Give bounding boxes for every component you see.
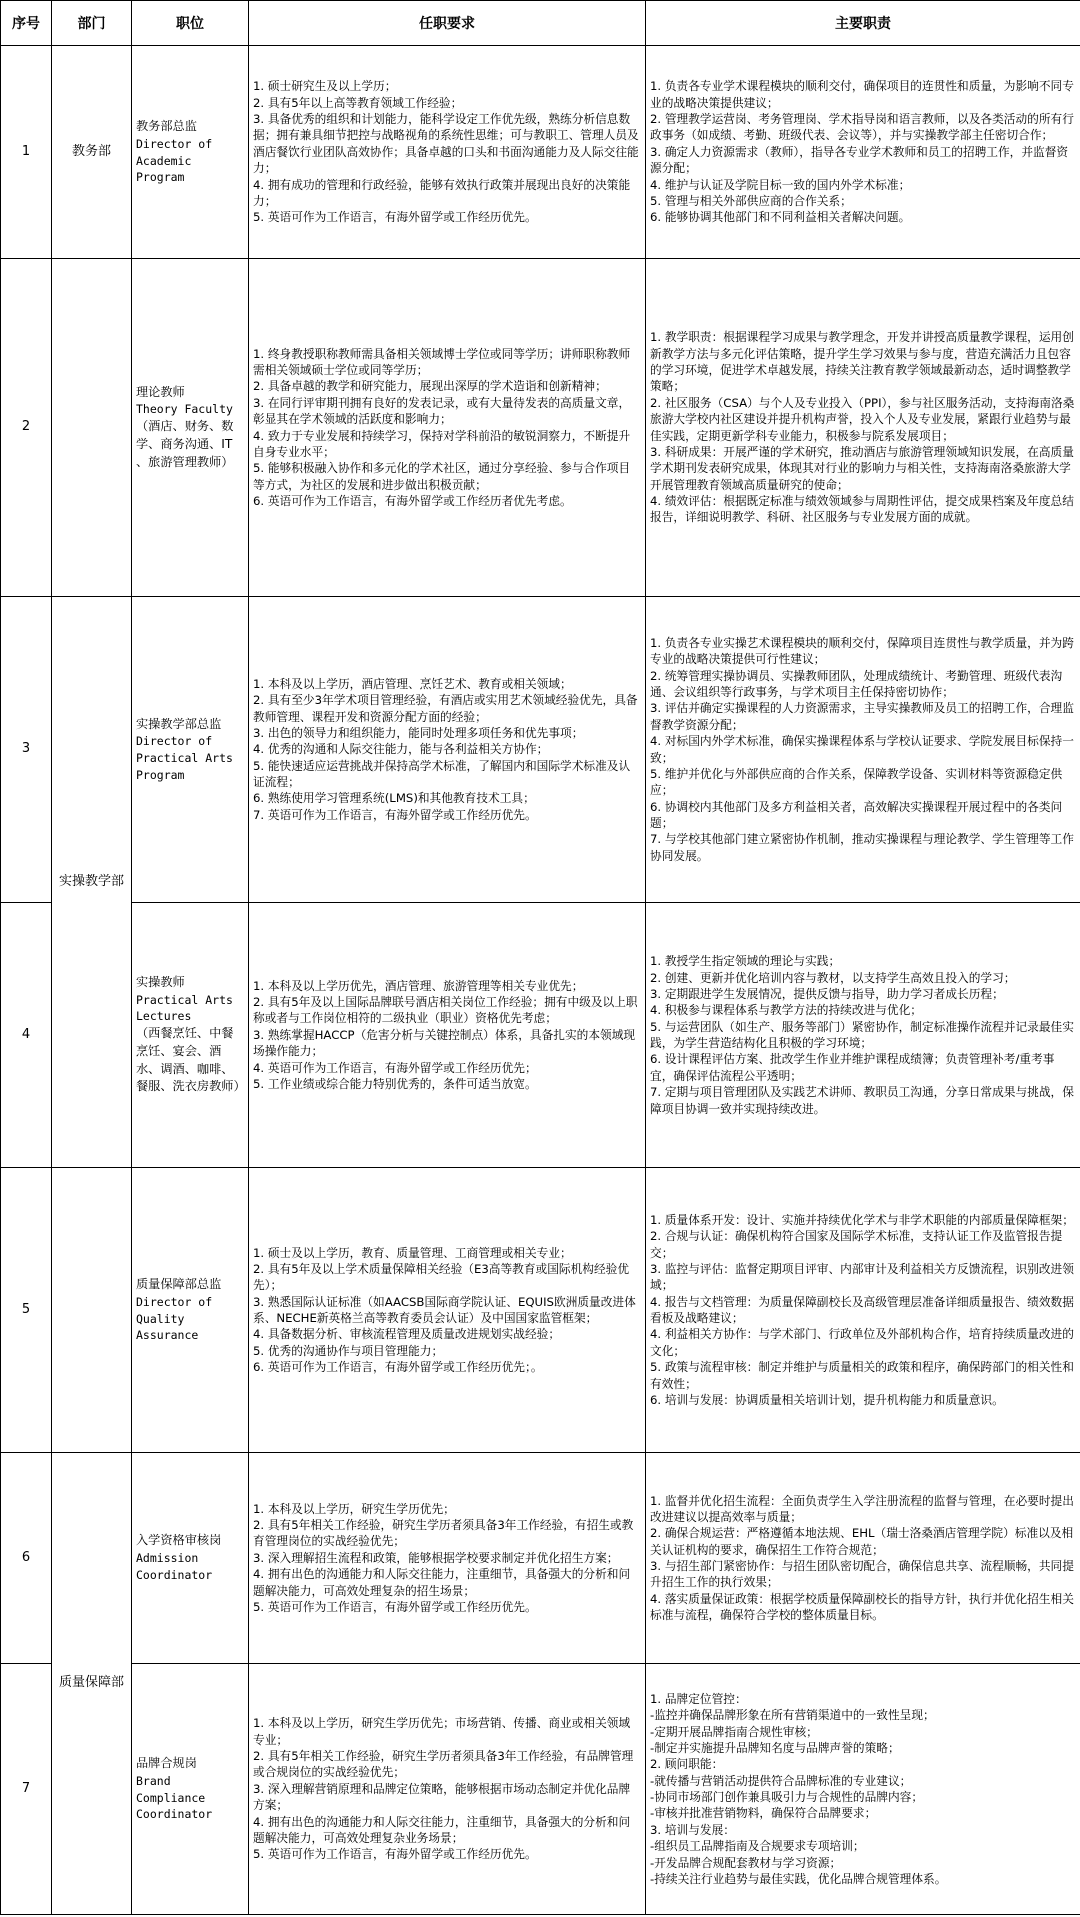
row-duties — [646, 1168, 1080, 1453]
list-item: 5. 能快速适应运营挑战并保持高学术标准，了解国内和国际学术标准及认证流程； — [253, 758, 631, 790]
row-department — [52, 259, 132, 597]
position-en: Brand Compliance Coordinator — [136, 1773, 213, 1822]
row-index: 4 — [1, 903, 52, 1168]
list-item: 1. 本科及以上学历，酒店管理、烹饪艺术、教育或相关领域； — [253, 676, 572, 691]
list-item: 7. 定期与项目管理团队及实践艺术讲师、教职员工沟通，分享日常成果与挑战，保障项目协调一致并实现持续改进。 — [650, 1085, 1074, 1116]
row-duties — [646, 259, 1080, 597]
row-duties — [646, 903, 1080, 1168]
position-en: Director of Academic Program — [136, 136, 213, 185]
list-item: 3. 深入理解招生流程和政策，能够根据学校要求制定并优化招生方案； — [253, 1550, 619, 1565]
position-cn: 入学资格审核岗 — [136, 1533, 222, 1548]
list-item: 1. 硕士研究生及以上学历； — [253, 79, 397, 94]
list-item: 6. 熟练使用学习管理系统(LMS)和其他教育技术工具； — [253, 791, 535, 806]
list-item: 1. 硕士及以上学历，教育、质量管理、工商管理或相关专业； — [253, 1245, 572, 1260]
list-item: 4. 致力于专业发展和持续学习，保持对学科前沿的敏锐洞察力，不断提升自身专业水平； — [253, 428, 631, 459]
row-requirements — [249, 1664, 646, 1915]
list-item: 2. 创建、更新并优化培训内容与教材，以支持学生高效且投入的学习； — [650, 970, 1016, 985]
row-department: 实操教学部 — [52, 597, 132, 1168]
position-en: Practical Arts Lectures — [136, 992, 233, 1024]
position-note: （西餐烹饪、中餐烹饪、宴会、酒水、调酒、咖啡、餐服、洗衣房教师） — [136, 1026, 246, 1094]
table-row — [1, 259, 1080, 597]
row-index: 6 — [1, 1453, 52, 1664]
list-item: 1. 终身教授职称教师需具备相关领域博士学位或同等学历；讲师职称教师需相关领域硕士学位或同等学历； — [253, 346, 631, 377]
list-item: 7. 与学校其他部门建立紧密协作机制，推动实操课程与理论教学、学生管理等工作协同发展。 — [650, 832, 1074, 863]
list-item: 2. 具有5年以上高等教育领域工作经验； — [253, 95, 463, 110]
list-item: 5. 工作业绩或综合能力特别优秀的，条件可适当放宽。 — [253, 1076, 537, 1091]
list-item: -组织员工品牌指南及合规要求专项培训； — [650, 1839, 865, 1854]
list-item: 3. 培训与发展： — [650, 1822, 735, 1837]
list-item: 2. 管理教学运营岗、考务管理岗、学术指导岗和语言教师，以及各类活动的所有行政事务（如成绩、考勤、班级代表、会议等），并与实操教学部主任密切合作； — [650, 112, 1074, 143]
row-position — [132, 1168, 249, 1453]
list-item: 3. 深入理解营销原理和品牌定位策略，能够根据市场动态制定并优化品牌方案； — [253, 1781, 631, 1813]
position-note: （酒店、财务、数学、商务沟通、IT 、旅游管理教师） — [136, 419, 234, 469]
list-item: 1. 负责各专业学术课程模块的顺利交付，确保项目的连贯性和质量，为影响不同专业的战略决策提供建议； — [650, 79, 1074, 110]
list-item: 3. 与招生部门紧密协作：与招生团队密切配合，确保信息共享、流程顺畅，共同提升招生工作的执行效果； — [650, 1559, 1074, 1590]
list-item: 4. 利益相关方协作：与学术部门、行政单位及外部机构合作，培育持续质量改进的文化； — [650, 1327, 1074, 1358]
list-item: -定期开展品牌指南合规性审核； — [650, 1724, 818, 1739]
list-item: 4. 优秀的沟通和人际交往能力，能与各利益相关方协作； — [253, 742, 549, 757]
row-department — [52, 1168, 132, 1453]
list-item: 5. 英语可作为工作语言，有海外留学或工作经历优先。 — [253, 1599, 537, 1614]
list-item: 1. 监督并优化招生流程：全面负责学生入学注册流程的监督与管理，在必要时提出改进建议以提高效率与质量； — [650, 1493, 1074, 1524]
list-item: 6. 协调校内其他部门及多方利益相关者，高效解决实操课程开展过程中的各类问题； — [650, 799, 1063, 830]
header-row — [1, 1, 1080, 46]
row-index: 2 — [1, 259, 52, 597]
list-item: 2. 具有5年相关工作经验，研究生学历者须具备3年工作经验，有品牌管理或合规岗位的实战经验优先； — [253, 1749, 634, 1780]
list-item: 1. 教授学生指定领域的理论与实践； — [650, 954, 841, 969]
table-row — [1, 1453, 1080, 1664]
row-position — [132, 903, 249, 1168]
list-item: 4. 拥有出色的沟通能力和人际交往能力，注重细节，具备强大的分析和问题解决能力，可高效处理复杂业务场景； — [253, 1814, 631, 1845]
row-index: 5 — [1, 1168, 52, 1453]
list-item: 3. 确定人力资源需求（教师），指导各专业学术教师和员工的招聘工作，并监督资源分配； — [650, 144, 1069, 176]
list-item: 4. 拥有成功的管理和行政经验，能够有效执行政策并展现出良好的决策能力； — [253, 177, 631, 208]
row-requirements — [249, 597, 646, 903]
list-item: 4. 对标国内外学术标准，确保实操课程体系与学校认证要求、学院发展目标保持一致； — [650, 734, 1074, 765]
row-index: 7 — [1, 1664, 52, 1915]
list-item: -持续关注行业趋势与最佳实践，优化品牌合规管理体系。 — [650, 1871, 947, 1886]
list-item: 6. 培训与发展：协调质量相关培训计划，提升机构能力和质量意识。 — [650, 1392, 1004, 1407]
list-item: -开发品牌合规配套教材与学习资源； — [650, 1855, 842, 1870]
list-item: 4. 具备数据分析、审核流程管理及质量改进规划实战经验； — [253, 1327, 561, 1342]
list-item: 2. 具备卓越的教学和研究能力，展现出深厚的学术造诣和创新精神； — [253, 379, 607, 394]
list-item: 3. 熟练掌握HACCP（危害分析与关键控制点）体系，具备扎实的本领域现场操作能力； — [253, 1027, 636, 1059]
header-department: 部门 — [52, 1, 132, 46]
position-cn: 品牌合规岗 — [136, 1756, 197, 1771]
position-cn: 理论教师 — [136, 384, 185, 399]
position-en: Admission Coordinator — [136, 1551, 213, 1582]
list-item: 1. 本科及以上学历，研究生学历优先； — [253, 1501, 455, 1516]
list-item: 5. 管理与相关外部供应商的合作关系； — [650, 193, 852, 208]
table-row — [1, 597, 1080, 903]
row-index: 1 — [1, 46, 52, 259]
list-item: 1. 教学职责：根据课程学习成果与教学理念，开发并讲授高质量教学课程，运用创新教学方法与多元化评估策略，提升学生学习效果与参与度，营造充满活力且包容的学习环境，促进学术卓越发展，持续关注教育教学领域最新动态，适时调整教学策略； — [650, 330, 1074, 394]
table-row — [1, 903, 1080, 1168]
list-item: 1. 本科及以上学历，研究生学历优先；市场营销、传播、商业或相关领域专业； — [253, 1716, 631, 1747]
table-row — [1, 1168, 1080, 1453]
row-position — [132, 1453, 249, 1664]
position-en: Theory Faculty — [136, 402, 233, 417]
list-item: 2. 具有5年相关工作经验，研究生学历者须具备3年工作经验，有招生或教育管理岗位的实战经验优先； — [253, 1518, 634, 1549]
list-item: 6. 英语可作为工作语言，有海外留学或工作经历者优先考虑。 — [253, 494, 572, 508]
row-requirements — [249, 46, 646, 259]
list-item: 1. 本科及以上学历优先，酒店管理、旅游管理等相关专业优先； — [253, 978, 584, 993]
list-item: 6. 能够协调其他部门和不同利益相关者解决问题。 — [650, 210, 911, 225]
row-duties — [646, 1453, 1080, 1664]
row-duties — [646, 597, 1080, 903]
position-en: Director of Quality Assurance — [136, 1294, 213, 1343]
list-item: 5. 能够积极融入协作和多元化的学术社区，通过分享经验、参与合作项目等方式，为社区的发展和进步做出积极贡献； — [253, 461, 631, 492]
list-item: 3. 具备优秀的组织和计划能力，能科学设定工作优先级，熟练分析信息数据；拥有兼具细节把控与战略视角的系统性思维；可与教职工、管理人员及酒店餐饮行业团队高效协作；具备卓越的口头和书面沟通能力及人际交往能力； — [253, 112, 639, 176]
list-item: 6. 设计课程评估方案、批改学生作业并维护课程成绩簿；负责管理补考/重考事宜，确保评估流程公平透明； — [650, 1052, 1055, 1083]
list-item: 2. 合规与认证：确保机构符合国家及国际学术标准，支持认证工作及监管报告提交； — [650, 1229, 1063, 1260]
list-item: 5. 政策与流程审核：制定并维护与质量相关的政策和程序，确保跨部门的相关性和有效性； — [650, 1360, 1074, 1391]
list-item: 2. 具有5年及以上国际品牌联号酒店相关岗位工作经验；拥有中级及以上职称或者与工作岗位相符的二级执业（职业）资格优先考虑； — [253, 995, 638, 1026]
table-row — [1, 46, 1080, 259]
list-item: 5. 与运营团队（如生产、服务等部门）紧密协作，制定标准操作流程并记录最佳实践，为学生营造结构化且积极的学习环境； — [650, 1019, 1074, 1050]
list-item: 5. 优秀的沟通协作与项目管理能力； — [253, 1343, 444, 1358]
list-item: -协同市场部门创作兼具吸引力与合规性的品牌内容； — [650, 1790, 924, 1804]
list-item: 7. 英语可作为工作语言，有海外留学或工作经历优先。 — [253, 807, 537, 822]
row-duties — [646, 1664, 1080, 1915]
position-cn: 实操教学部总监 — [136, 716, 222, 731]
header-position: 职位 — [132, 1, 249, 46]
list-item: 4. 英语可作为工作语言，有海外留学或工作经历优先； — [253, 1060, 537, 1075]
row-department: 教务部 — [52, 46, 132, 259]
list-item: 2. 具有5年及以上学术质量保障相关经验（E3高等教育或国际机构经验优先）； — [253, 1261, 630, 1293]
list-item: 4. 落实质量保证政策：根据学校质量保障副校长的指导方针，执行并优化招生相关标准与流程，确保符合学校的整体质量目标。 — [650, 1591, 1074, 1623]
list-item: 1. 负责各专业实操艺术课程模块的顺利交付，保障项目连贯性与教学质量，并为跨专业的战略决策提供可行性建议； — [650, 635, 1074, 667]
row-duties — [646, 46, 1080, 259]
row-index: 3 — [1, 597, 52, 903]
header-duties: 主要职责 — [646, 1, 1080, 46]
list-item: 3. 在同行评审期刊拥有良好的发表记录，或有大量待发表的高质量文章，彰显其在学术领域的活跃度和影响力； — [253, 395, 631, 427]
row-requirements — [249, 1453, 646, 1664]
list-item: 4. 维护与认证及学院目标一致的国内外学术标准； — [650, 177, 911, 192]
list-item: -就传播与营销活动提供符合品牌标准的专业建议； — [650, 1773, 912, 1788]
row-requirements — [249, 259, 646, 597]
row-position — [132, 1664, 249, 1915]
list-item: 3. 熟悉国际认证标准（如AACSB国际商学院认证、EQUIS欧洲质量改进体系、NECHE新英格兰高等教育委员会认证）及中国国家监管框架； — [253, 1294, 636, 1325]
row-position — [132, 597, 249, 903]
row-position — [132, 46, 249, 259]
row-department: 质量保障部 — [52, 1453, 132, 1915]
list-item: -制定并实施提升品牌知名度与品牌声誉的策略； — [650, 1740, 900, 1755]
list-item: 3. 科研成果：开展严谨的学术研究，推动酒店与旅游管理领域知识发展，在高质量学术期刊发表研究成果，体现其对行业的影响力与相关性，支持海南洛桑旅游大学开展管理教育领域高质量研究的使命； — [650, 444, 1074, 492]
list-item: 4. 拥有出色的沟通能力和人际交往能力，注重细节，具备强大的分析和问题解决能力，可高效处理复杂的招生场景； — [253, 1567, 631, 1598]
list-item: 4. 报告与文档管理：为质量保障副校长及高级管理层准备详细质量报告、绩效数据看板及战略建议； — [650, 1294, 1074, 1325]
list-item: 2. 具有至少3年学术项目管理经验，有酒店或实用艺术领域经验优先，具备教师管理、课程开发和资源分配方面的经验； — [253, 693, 638, 724]
header-index: 序号 — [1, 1, 52, 46]
list-item: 1. 品牌定位管控： — [650, 1691, 747, 1706]
position-cn: 实操教师 — [136, 975, 185, 990]
list-item: 5. 英语可作为工作语言，有海外留学或工作经历优先。 — [253, 210, 537, 225]
list-item: 2. 统筹管理实操协调员、实操教师团队，处理成绩统计、考勤管理、班级代表沟通、会议组织等行政事务，与学术项目主任保持密切协作； — [650, 668, 1063, 699]
list-item: -审核并批准营销物料，确保符合品牌要求； — [650, 1806, 877, 1821]
list-item: 2. 确保合规运营：严格遵循本地法规、EHL（瑞士洛桑酒店管理学院）标准以及相关认证机构的要求，确保招生工作符合规范； — [650, 1526, 1074, 1557]
list-item: 2. 社区服务（CSA）与个人及专业投入（PPI），参与社区服务活动，支持海南洛桑旅游大学校内社区建设并提升机构声誉，投入个人及专业发展，紧跟行业趋势与最佳实践，定期更新学科专业能力，积极参与院系发展项目； — [650, 395, 1075, 443]
table-row — [1, 1664, 1080, 1915]
list-item: 2. 顾问职能： — [650, 1757, 724, 1772]
header-requirements: 任职要求 — [249, 1, 646, 46]
list-item: 4. 绩效评估：根据既定标准与绩效领域参与周期性评估，提交成果档案及年度总结报告，详细说明教学、科研、社区服务与专业发展方面的成就。 — [650, 494, 1074, 525]
position-cn: 教务部总监 — [136, 119, 197, 134]
list-item: 3. 定期跟进学生发展情况，提供反馈与指导，助力学习者成长历程； — [650, 986, 1004, 1001]
position-cn: 质量保障部总监 — [136, 1277, 222, 1292]
list-item: 5. 维护并优化与外部供应商的合作关系，保障教学设备、实训材料等资源稳定供应； — [650, 766, 1063, 798]
list-item: 1. 质量体系开发：设计、实施并持续优化学术与非学术职能的内部质量保障框架； — [650, 1212, 1074, 1227]
list-item: 3. 出色的领导力和组织能力，能同时处理多项任务和优先事项； — [253, 725, 584, 740]
list-item: -监控并确保品牌形象在所有营销渠道中的一致性呈现； — [650, 1708, 935, 1723]
row-position — [132, 259, 249, 597]
row-requirements — [249, 903, 646, 1168]
list-item: 6. 英语可作为工作语言，有海外留学或工作经历优先；。 — [253, 1360, 543, 1375]
list-item: 5. 英语可作为工作语言，有海外留学或工作经历优先。 — [253, 1847, 537, 1862]
list-item: 3. 评估并确定实操课程的人力资源需求，主导实操教师及员工的招聘工作，合理监督教学资源分配； — [650, 701, 1074, 732]
list-item: 4. 积极参与课程体系与教学方法的持续改进与优化； — [650, 1003, 922, 1018]
position-en: Director of Practical Arts Program — [136, 734, 233, 782]
list-item: 3. 监控与评估：监督定期项目评审、内部审计及利益相关方反馈流程，识别改进领域； — [650, 1261, 1074, 1293]
row-requirements — [249, 1168, 646, 1453]
